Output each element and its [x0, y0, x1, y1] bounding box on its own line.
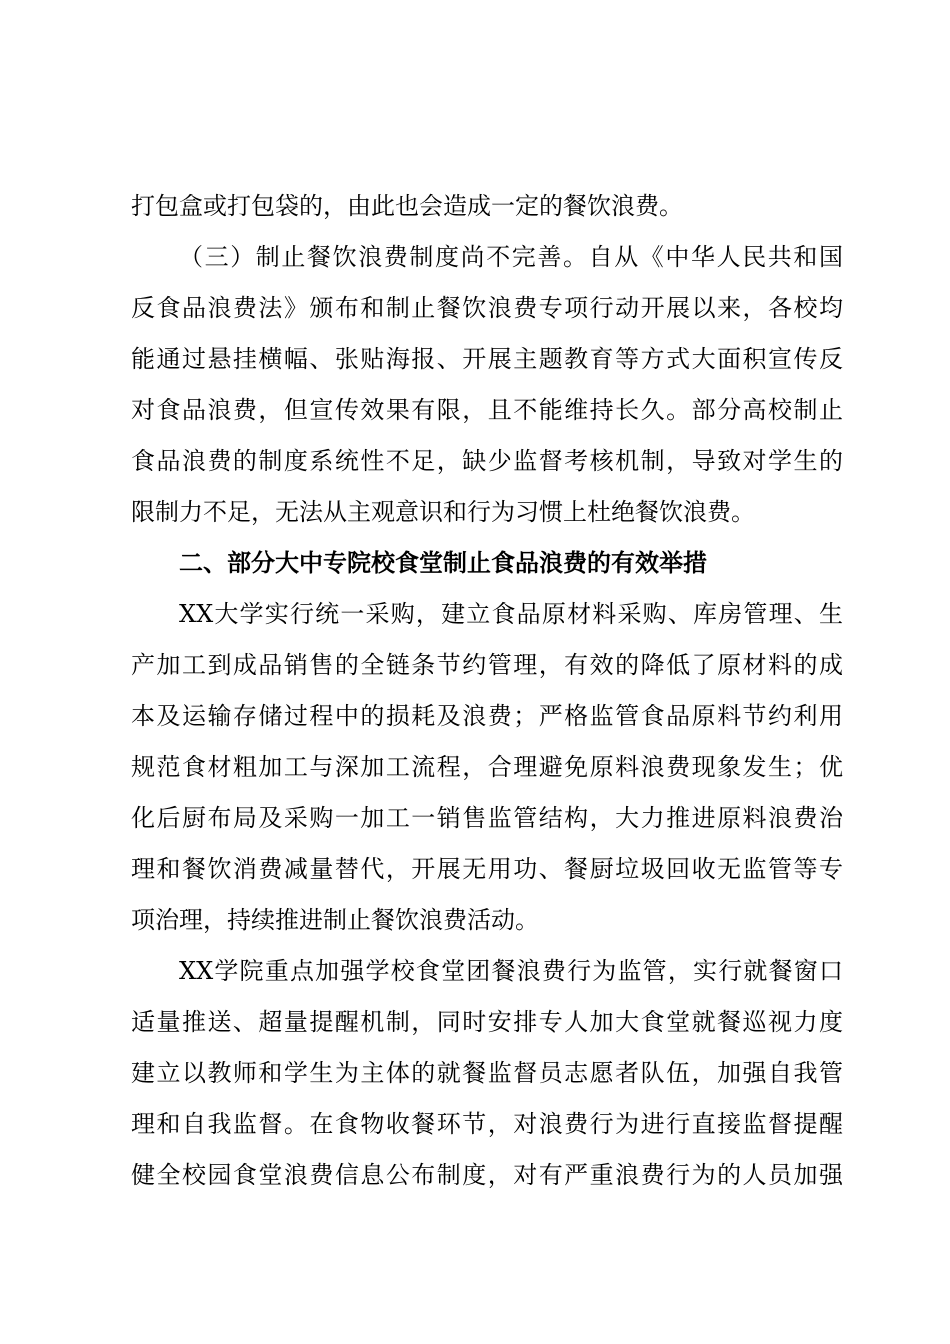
text-line: 理和餐饮消费减量替代，开展无用功、餐厨垃圾回收无监管等专 [131, 855, 843, 883]
text-line: 对食品浪费，但宣传效果有限，且不能维持长久。部分高校制止 [131, 396, 843, 424]
text-line: 规范食材粗加工与深加工流程，合理避免原料浪费现象发生；优 [131, 753, 843, 781]
text-line: 反食品浪费法》颁布和制止餐饮浪费专项行动开展以来，各校均 [131, 294, 843, 322]
text-line: 本及运输存储过程中的损耗及浪费；严格监管食品原料节约利用 [131, 702, 843, 730]
text-line: 打包盒或打包袋的，由此也会造成一定的餐饮浪费。 [131, 192, 683, 220]
text-line: 食品浪费的制度系统性不足，缺少监督考核机制，导致对学生的 [131, 447, 843, 475]
text-line: 能通过悬挂横幅、张贴海报、开展主题教育等方式大面积宣传反 [131, 345, 843, 373]
section-heading: 二、部分大中专院校食堂制止食品浪费的有效举措 [179, 549, 707, 577]
text-line: XX大学实行统一采购，建立食品原材料采购、库房管理、生 [179, 600, 843, 628]
text-line: 健全校园食堂浪费信息公布制度，对有严重浪费行为的人员加强 [131, 1161, 843, 1189]
text-line: 化后厨布局及采购一加工一销售监管结构，大力推进原料浪费治 [131, 804, 843, 832]
text-line: 理和自我监督。在食物收餐环节，对浪费行为进行直接监督提醒 [131, 1110, 843, 1138]
text-line: 限制力不足，无法从主观意识和行为习惯上杜绝餐饮浪费。 [131, 498, 755, 526]
text-line: 项治理，持续推进制止餐饮浪费活动。 [131, 906, 539, 934]
text-line: （三）制止餐饮浪费制度尚不完善。自从《中华人民共和国 [179, 243, 843, 271]
text-line: 建立以教师和学生为主体的就餐监督员志愿者队伍，加强自我管 [131, 1059, 843, 1087]
text-line: 适量推送、超量提醒机制，同时安排专人加大食堂就餐巡视力度 [131, 1008, 843, 1036]
text-line: 产加工到成品销售的全链条节约管理，有效的降低了原材料的成 [131, 651, 843, 679]
text-line: XX学院重点加强学校食堂团餐浪费行为监管，实行就餐窗口 [179, 957, 843, 985]
